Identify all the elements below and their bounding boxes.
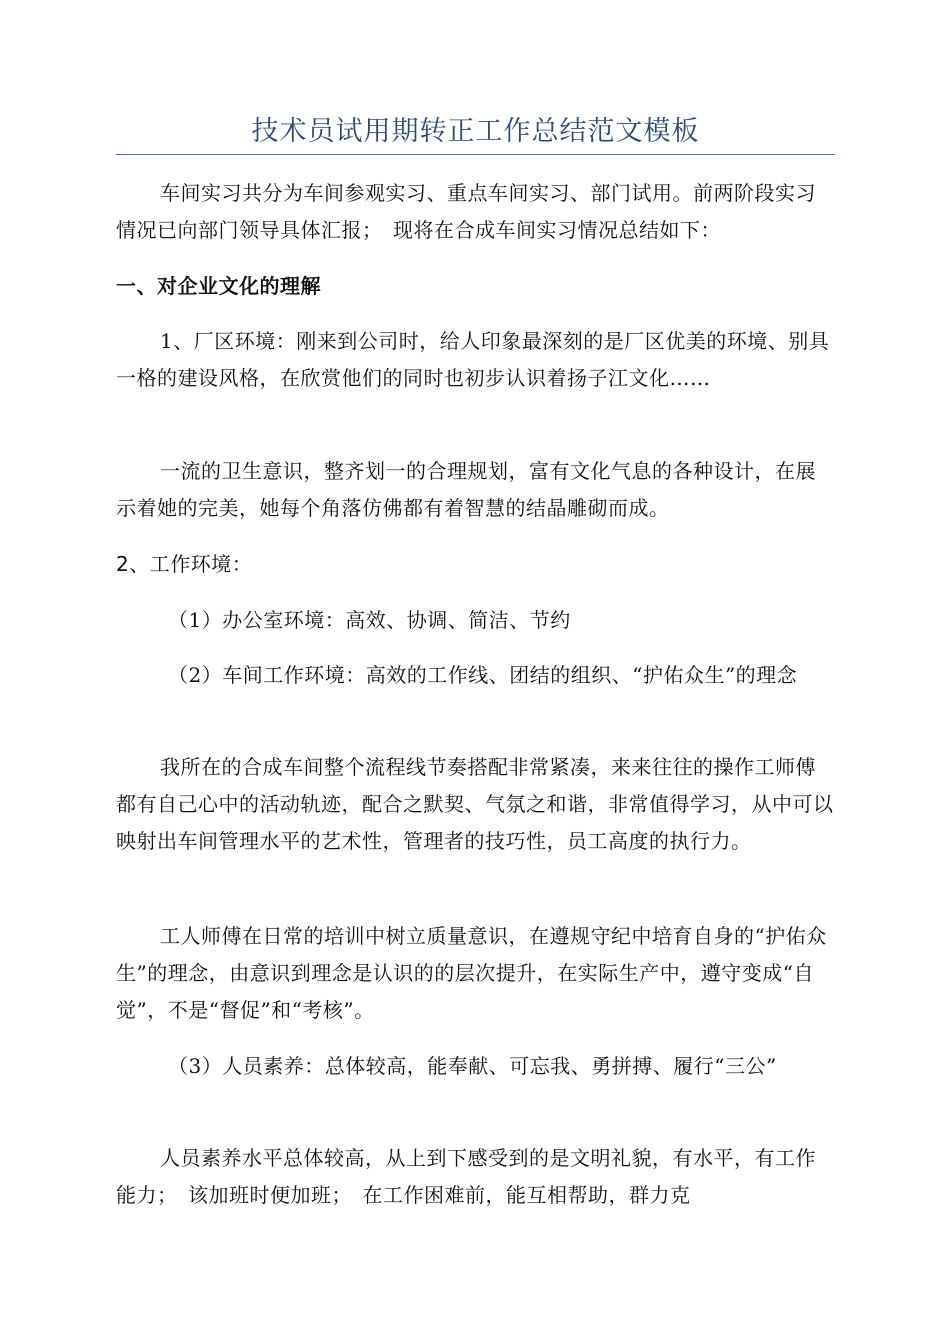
- sub1-paragraph: （1）办公室环境：高效、协调、简洁、节约: [168, 608, 571, 632]
- document-title: 技术员试用期转正工作总结范文模板: [251, 116, 700, 147]
- workshop-paragraph: 我所在的合成车间整个流程线节奏搭配非常紧凑，来来往往的操作工师傅都有自己心中的活动轨迹，配合之默契、气氛之和谐，非常值得学习，从中可以映射出车间管理水平的艺术性，管理者的技巧性，员工高度的执行力。: [116, 755, 834, 853]
- hygiene-paragraph: 一流的卫生意识，整齐划一的合理规划，富有文化气息的各种设计，在展示着她的完美，她每个角落仿佛都有着智慧的结晶雕砌而成。: [116, 459, 816, 520]
- sub2-paragraph: （2）车间工作环境：高效的工作线、团结的组织、“护佑众生”的理念: [168, 663, 798, 687]
- title-underline: [116, 154, 835, 155]
- sub3-paragraph: （3）人员素养：总体较高，能奉献、可忘我、勇拼搏、履行“三公”: [168, 1054, 777, 1078]
- intro-paragraph: 车间实习共分为车间参观实习、重点车间实习、部门试用。前两阶段实习情况已向部门领导具体汇报； 现将在合成车间实习情况总结如下：: [116, 181, 816, 242]
- staff-paragraph: 人员素养水平总体较高，从上到下感受到的是文明礼貌，有水平，有工作能力； 该加班时便加班； 在工作困难前，能互相帮助，群力克: [116, 1146, 816, 1207]
- workers-paragraph: 工人师傅在日常的培训中树立质量意识，在遵规守纪中培育自身的“护佑众生”的理念，由意识到理念是认识的的层次提升，在实际生产中，遵守变成“自觉”，不是“督促”和“考核”。: [116, 924, 827, 1022]
- section1-heading: 一、对企业文化的理解: [116, 274, 321, 298]
- item1-paragraph: 1、厂区环境：刚来到公司时，给人印象最深刻的是厂区优美的环境、别具一格的建设风格，在欣赏他们的同时也初步认识着扬子江文化……: [116, 329, 830, 390]
- item2-heading: 2、工作环境：: [116, 552, 253, 576]
